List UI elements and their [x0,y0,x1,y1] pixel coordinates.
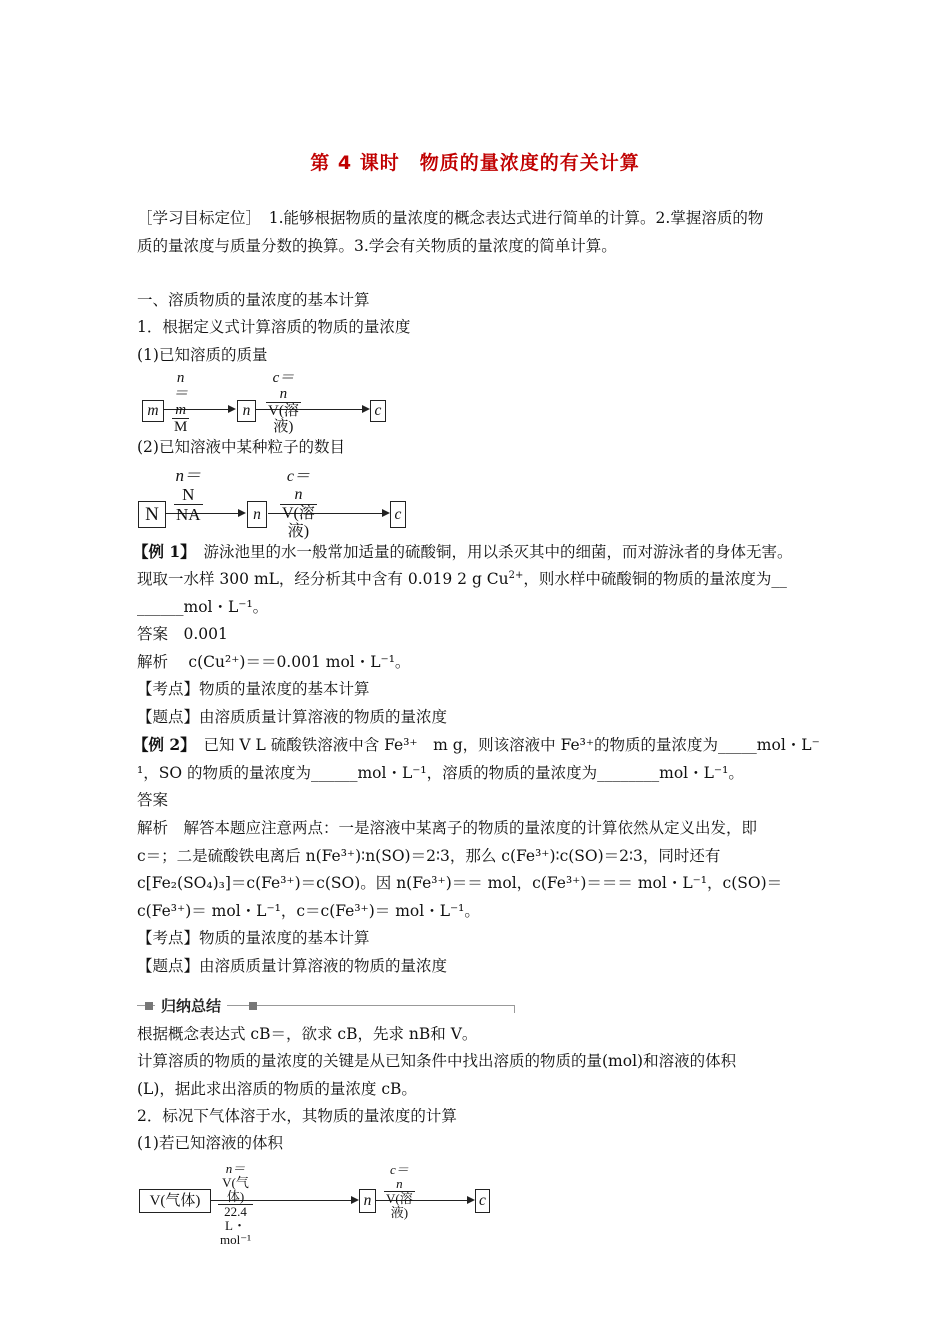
formula-c-n-V3: c＝ $\frac{n}{\text{V(溶液)}}$ [386,1162,413,1220]
example2-analysis-2: c＝；二是硫酸铁电离后 n(Fe³⁺)∶n(SO)＝2∶3，那么 c(Fe³⁺)∶c(SO)＝2∶3，同时还有 [137,847,721,865]
page-title: 第 4 课时 物质的量浓度的有关计算 [310,152,640,174]
formula-n-v-22-4: n＝ $\frac{\text{V(气体)}}{\text{22.4 L・mol⁻¹}}$ [220,1161,251,1247]
example1-tidian: 【题点】由溶质质量计算溶液的物质的量浓度 [137,708,448,726]
formula-n-N-NA: n＝ $\frac{N}{NA}$ [175,466,202,524]
summary-caption: 归纳总结 [155,995,227,1016]
example2-analysis-3: c[Fe₂(SO₄)₃]＝c(Fe³⁺)＝c(SO)。因 n(Fe³⁺)＝＝ mol，c(Fe³⁺)＝＝＝ mol・L⁻¹，c(SO)＝ [137,874,783,892]
summary-line-3: (L)，据此求出溶质的物质的量浓度 cB。 [137,1080,417,1098]
example1-analysis: 解析 c(Cu²⁺)＝＝0.001 mol・L⁻¹。 [137,653,411,671]
section2-case1: (1)若已知溶液的体积 [137,1134,283,1152]
example1-line-2: 现取一水样 300 mL，经分析其中含有 0.019 2 g $Cu^{2+}$，则水样中硫酸铜的物质的量浓度为__ [137,569,787,588]
box-n: n [237,400,256,422]
box-n2: n [247,501,267,528]
example2-line-1: 【例 2】 已知 V L 硫酸铁溶液中含 Fe³⁺ m g，则该溶液中 Fe³⁺的物质的量浓度为_____mol・L⁻ [133,735,820,754]
section2-sub2: 2．标况下气体溶于水，其物质的量浓度的计算 [137,1107,457,1125]
example1-line-1: 【例 1】 游泳池里的水一般常加适量的硫酸铜，用以杀灭其中的细菌，而对游泳者的身体无害。 [133,542,793,561]
objectives-line-1: ［学习目标定位］ 1.能够根据物质的量浓度的概念表达式进行简单的计算。2.掌握溶质的物 [137,209,764,227]
example1-line-3: ______mol・L⁻¹。 [137,598,269,616]
box-m: m [142,400,164,422]
summary-marker-icon [249,1002,257,1010]
formula-c-n-V2: c＝ $\frac{n}{\text{V(溶液)}}$ [282,468,315,540]
example2-analysis-4: c(Fe³⁺)＝ mol・L⁻¹，c＝c(Fe³⁺)＝ mol・L⁻¹。 [137,902,480,920]
summary-header [137,998,515,1014]
box-c3: c [475,1189,490,1213]
summary-line-1: 根据概念表达式 cB＝，欲求 cB，先求 nB和 V。 [137,1025,478,1043]
example2-answer: 答案 [137,791,169,809]
section1-case1: (1)已知溶质的质量 [137,346,268,364]
section1-case2: (2)已知溶液中某种粒子的数目 [137,438,345,456]
summary-marker-icon [145,1002,153,1010]
box-c2: c [390,501,406,528]
example2-tidian: 【题点】由溶质质量计算溶液的物质的量浓度 [137,957,448,975]
formula-n-m-M: n＝ $\frac{m}{M}$ [173,370,189,435]
box-N: N [138,501,166,528]
section1-heading: 一、溶质物质的量浓度的基本计算 [137,291,370,309]
example2-line-2: ¹，SO 的物质的量浓度为______mol・L⁻¹，溶质的物质的量浓度为________mol・L⁻¹。 [137,764,744,782]
box-n3: n [359,1189,376,1213]
formula-c-n-V: c＝ $\frac{n}{\text{V(溶液)}}$ [268,370,299,435]
objectives-line-2: 质的量浓度与质量分数的换算。3.学会有关物质的量浓度的简单计算。 [137,237,617,255]
summary-line-2: 计算溶质的物质的量浓度的关键是从已知条件中找出溶质的物质的量(mol)和溶液的体积 [137,1052,737,1070]
example2-kaodian: 【考点】物质的量浓度的基本计算 [137,929,370,947]
example2-analysis-1: 解析 解答本题应注意两点：一是溶液中某离子的物质的量浓度的计算依然从定义出发，即 [137,819,758,837]
box-c: c [370,400,386,422]
box-v-gas: V(气体) [139,1189,211,1213]
example1-kaodian: 【考点】物质的量浓度的基本计算 [137,680,370,698]
section1-sub1: 1．根据定义式计算溶质的物质的量浓度 [137,318,411,336]
example1-answer: 答案 0.001 [137,625,228,643]
